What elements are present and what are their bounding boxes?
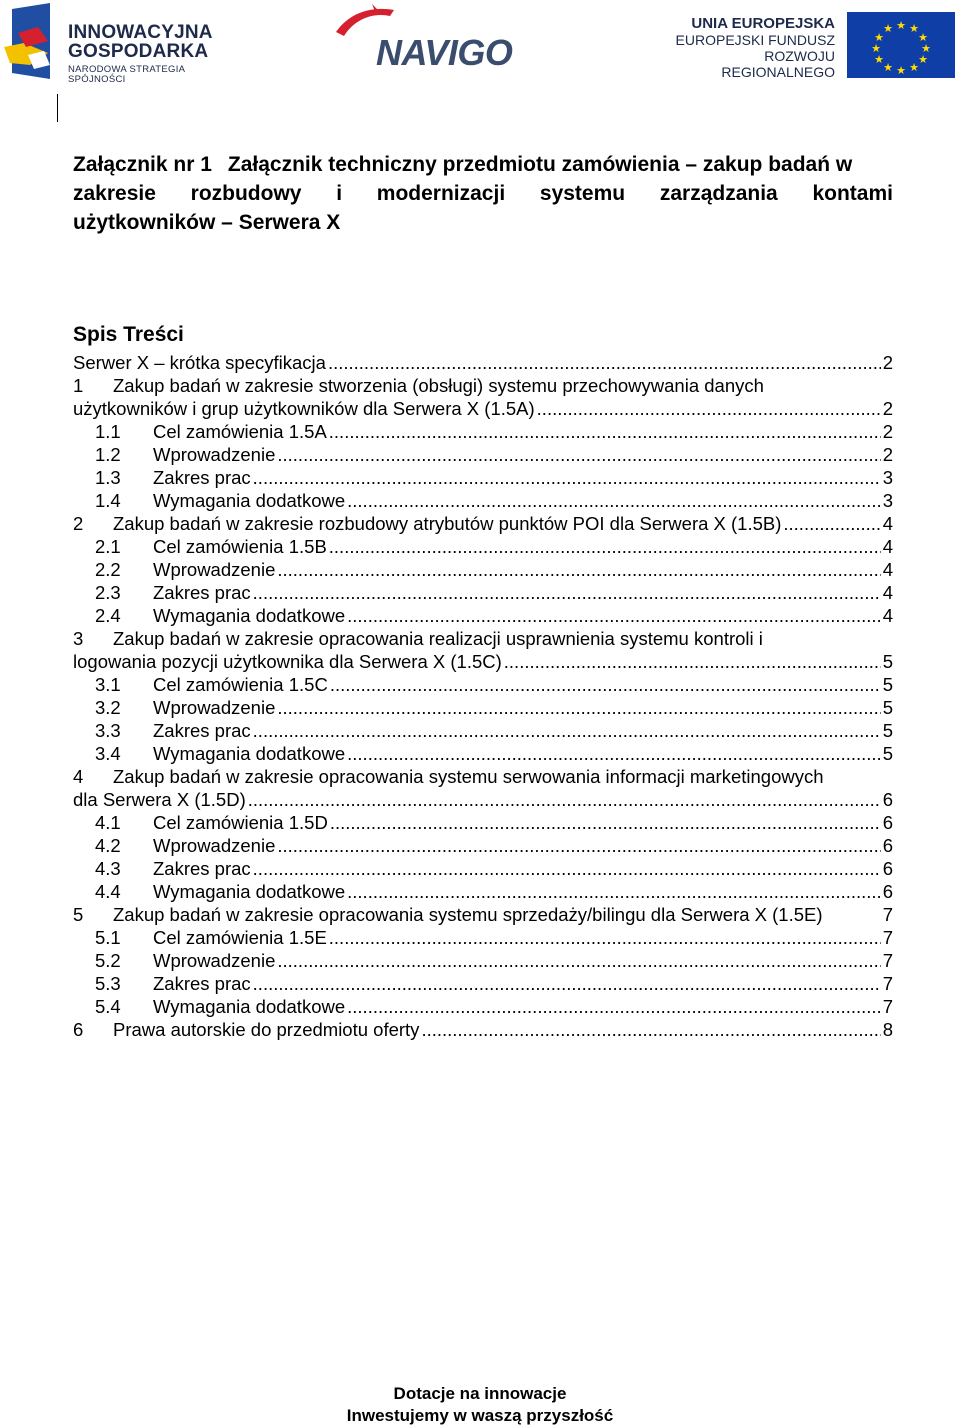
svg-text:★: ★ [896,64,906,77]
toc-leader-dots [347,742,881,765]
svg-text:★: ★ [918,31,928,44]
logo-line: EUROPEJSKI FUNDUSZ [675,32,835,49]
title-line-justified [73,179,893,208]
logo-line: GOSPODARKA [68,41,209,62]
logo-line: NARODOWA STRATEGIA SPÓJNOŚCI [68,64,185,85]
toc-entry-title: Cel zamówienia 1.5E [153,927,327,948]
toc-leader-dots [329,420,881,443]
title-word: modernizacji [376,182,506,205]
toc-entry-title: Wprowadzenie [153,444,276,465]
toc-entry-page: 8 [882,1019,893,1040]
toc-entry-page: 5 [882,674,893,695]
toc-entry-page: 7 [882,973,893,994]
toc-entry-title: Zakup badań w zakresie stworzenia (obsługi) systemu przechowywania danych [113,375,764,396]
toc-entry-title: Zakres prac [153,720,251,741]
toc-entry-page: 5 [882,720,893,741]
document-title [73,150,893,237]
toc-entry-page: 4 [882,582,893,603]
toc-entry-number: 1.4 [95,490,121,511]
toc-entry[interactable] [73,788,893,811]
svg-text:★: ★ [909,61,919,74]
toc-leader-dots [347,604,881,627]
toc-entry-number: 4.4 [95,881,121,902]
toc-entry-page: 3 [882,467,893,488]
toc-entry-title: Wymagania dodatkowe [153,881,346,902]
toc-entry-page: 6 [882,789,893,810]
svg-text:★: ★ [883,22,893,35]
toc-leader-dots [329,926,881,949]
toc-leader-dots [277,558,880,581]
toc-leader-dots [504,650,881,673]
eu-flag-icon [847,12,955,78]
svg-text:★: ★ [896,19,906,32]
toc-entry[interactable] [73,374,893,397]
toc-leader-dots [328,351,881,374]
title-word: zarządzania [659,182,778,205]
toc-entry[interactable] [73,443,893,466]
toc-leader-dots [421,1018,880,1041]
innowacyjna-gospodarka-logo [4,3,244,85]
ig-emblem-icon [4,3,64,81]
toc-entry-title: Cel zamówienia 1.5D [153,812,328,833]
toc-entry-page: 3 [882,490,893,511]
toc-entry-page: 6 [882,858,893,879]
toc-entry-number: 1.3 [95,467,121,488]
toc-entry[interactable] [73,880,893,903]
toc-entry[interactable] [73,765,893,788]
toc-entry-number: 2.3 [95,582,121,603]
toc-entry[interactable] [73,351,893,374]
toc-entry-title: Cel zamówienia 1.5A [153,421,327,442]
eu-logo [655,12,955,82]
toc-leader-dots [347,880,881,903]
toc-leader-dots [347,489,881,512]
toc-entry-title: Cel zamówienia 1.5B [153,536,327,557]
toc-entry-title: Wprowadzenie [153,559,276,580]
toc-leader-dots [253,581,881,604]
toc-entry-page: 6 [882,835,893,856]
toc-entry-title: użytkowników i grup użytkowników dla Serwera X (1.5A) [73,398,535,419]
title-line: Załącznik techniczny przedmiotu zamówienia – zakup badań w [227,153,853,176]
svg-text:★: ★ [874,31,884,44]
toc-entry[interactable] [73,834,893,857]
toc-entry-page: 2 [882,352,893,373]
svg-text:★: ★ [883,61,893,74]
toc-entry-number: 3.4 [95,743,121,764]
toc-entry[interactable] [73,696,893,719]
toc-entry[interactable] [73,719,893,742]
toc-entry-page: 2 [882,421,893,442]
toc-entry-title: dla Serwera X (1.5D) [73,789,246,810]
toc-entry-number: 2.4 [95,605,121,626]
toc-leader-dots [347,995,881,1018]
svg-text:★: ★ [918,53,928,66]
toc-entry-page: 6 [882,812,893,833]
logo-line: INNOWACYJNA [68,22,213,43]
toc-leader-dots [253,972,881,995]
toc-entry-title: Wymagania dodatkowe [153,605,346,626]
toc-entry-page: 7 [882,927,893,948]
toc-leader-dots [277,949,880,972]
toc-entry-title: Zakup badań w zakresie opracowania systemu serwowania informacji marketingowych [113,766,824,787]
title-line: użytkowników – Serwera X [73,211,341,234]
toc-entry[interactable] [73,742,893,765]
toc-entry[interactable] [73,650,893,673]
toc-entry-number: 4.1 [95,812,121,833]
toc-entry-page: 5 [882,651,893,672]
toc-entry-page: 7 [882,904,893,925]
footer-line: Dotacje na innowacje [393,1384,567,1403]
toc-leader-dots [330,673,881,696]
svg-text:★: ★ [874,53,884,66]
title-word: zakresie [73,182,156,205]
toc-entry[interactable] [73,466,893,489]
toc-leader-dots [277,696,880,719]
toc-entry[interactable] [73,926,893,949]
toc-leader-dots [277,834,880,857]
toc-entry-page: 5 [882,697,893,718]
toc-entry-number: 3.3 [95,720,121,741]
toc-entry-title: Wymagania dodatkowe [153,743,346,764]
toc-entry-number: 1.2 [95,444,121,465]
toc-leader-dots [253,857,881,880]
toc-entry-title: Zakres prac [153,582,251,603]
svg-text:★: ★ [921,42,931,55]
navigo-logo [332,2,557,74]
toc-leader-dots [277,443,880,466]
table-of-contents [73,351,893,1041]
toc-entry-number: 5.3 [95,973,121,994]
toc-entry-title: Zakres prac [153,973,251,994]
page-header [0,0,960,90]
toc-entry[interactable] [73,627,893,650]
toc-entry[interactable] [73,995,893,1018]
toc-entry-page: 5 [882,743,893,764]
toc-entry-title: Zakres prac [153,467,251,488]
toc-entry[interactable] [73,581,893,604]
toc-entry[interactable] [73,1018,893,1041]
toc-entry[interactable] [73,558,893,581]
title-word: i [336,182,343,205]
toc-entry[interactable] [73,397,893,420]
toc-entry-title: logowania pozycji użytkownika dla Serwera X (1.5C) [73,651,502,672]
footer-line: Inwestujemy w waszą przyszłość [346,1406,614,1425]
toc-entry-number: 5.4 [95,996,121,1017]
title-word: systemu [539,182,626,205]
toc-entry[interactable] [73,535,893,558]
navigo-wordmark: NAVIGO [376,32,513,73]
toc-entry-number: 4.2 [95,835,121,856]
toc-entry-number: 5 [73,904,84,925]
toc-entry-number: 3.1 [95,674,121,695]
toc-entry-page: 6 [882,881,893,902]
toc-entry-number: 3 [73,628,84,649]
toc-entry-title: Prawa autorskie do przedmiotu oferty [113,1019,420,1040]
toc-entry[interactable] [73,673,893,696]
title-word: rozbudowy [190,182,302,205]
toc-leader-dots [537,397,881,420]
toc-entry-title: Wprowadzenie [153,697,276,718]
toc-entry-title: Wymagania dodatkowe [153,996,346,1017]
toc-leader-dots [783,512,880,535]
toc-leader-dots [253,466,881,489]
toc-entry-title: Zakres prac [153,858,251,879]
toc-entry-page: 7 [882,996,893,1017]
toc-entry-number: 1.1 [95,421,121,442]
toc-entry[interactable] [73,949,893,972]
toc-entry-number: 5.2 [95,950,121,971]
toc-entry-page: 4 [882,605,893,626]
toc-leader-dots [248,788,881,811]
toc-entry[interactable] [73,972,893,995]
toc-leader-dots [253,719,881,742]
attachment-label: Załącznik nr 1 [73,153,212,176]
toc-entry-title: Wprowadzenie [153,835,276,856]
toc-entry[interactable] [73,489,893,512]
toc-entry-title: Zakup badań w zakresie opracowania systemu sprzedaży/bilingu dla Serwera X (1.5E) [113,904,823,925]
logo-line: UNIA EUROPEJSKA [691,15,835,32]
toc-entry-number: 5.1 [95,927,121,948]
toc-leader-dots [330,811,881,834]
toc-entry[interactable] [73,857,893,880]
toc-entry-number: 1 [73,375,84,396]
toc-entry-title: Zakup badań w zakresie opracowania realizacji usprawnienia systemu kontroli i [113,628,763,649]
toc-entry-number: 6 [73,1019,84,1040]
toc-entry-page: 7 [882,950,893,971]
toc-leader-dots [329,535,881,558]
toc-entry-title: Cel zamówienia 1.5C [153,674,328,695]
toc-entry-number: 4.3 [95,858,121,879]
svg-text:★: ★ [909,22,919,35]
text-cursor [57,94,58,122]
toc-entry[interactable] [73,420,893,443]
toc-entry[interactable] [73,903,893,926]
toc-entry-number: 2.2 [95,559,121,580]
toc-entry-title: Wprowadzenie [153,950,276,971]
toc-entry-title: Zakup badań w zakresie rozbudowy atrybutów punktów POI dla Serwera X (1.5B) [113,513,782,534]
title-word: kontami [812,182,893,205]
toc-entry[interactable] [73,512,893,535]
toc-heading: Spis Treści [73,323,184,346]
toc-entry-number: 2 [73,513,84,534]
toc-entry-title: Wymagania dodatkowe [153,490,346,511]
toc-entry-page: 2 [882,398,893,419]
toc-entry-page: 2 [882,444,893,465]
toc-entry-number: 4 [73,766,84,787]
toc-entry-number: 2.1 [95,536,121,557]
logo-line: ROZWOJU REGIONALNEGO [721,48,835,81]
toc-entry[interactable] [73,811,893,834]
svg-text:★: ★ [871,42,881,55]
toc-entry-page: 4 [882,536,893,557]
toc-entry-page: 4 [882,513,893,534]
toc-entry-number: 3.2 [95,697,121,718]
toc-entry-page: 4 [882,559,893,580]
toc-entry-title: Serwer X – krótka specyfikacja [73,352,326,373]
page-footer [0,1383,960,1427]
toc-entry[interactable] [73,604,893,627]
